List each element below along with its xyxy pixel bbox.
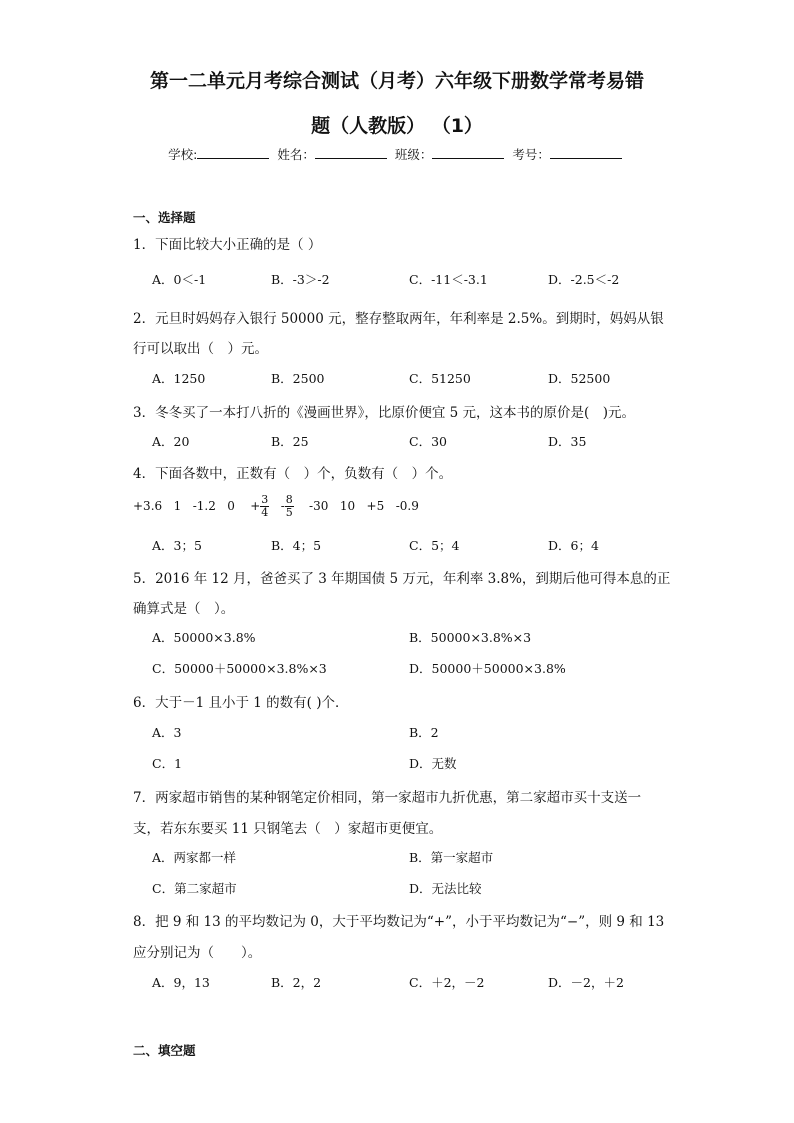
q6-option-d: D．无数 [409,756,457,771]
question-8-stem: 8．把 9 和 13 的平均数记为 0，大于平均数记为“+”，小于平均数记为“−”，则 9 和 13 [133,914,665,930]
series-value: -0.9 [395,499,419,513]
q4-option-a: A．3；5 [152,538,202,553]
series-value: +3.6 [133,499,163,513]
q7-option-a: A．两家都一样 [152,850,237,865]
page-title-line2: 题（人教版） （1） [311,115,483,137]
school-blank [197,146,269,159]
q6-option-a: A．3 [152,725,182,740]
series-value: 1 [173,499,182,513]
q4-option-d: D．6；4 [548,538,599,553]
q7-option-d: D．无法比较 [409,881,482,896]
fraction-numerator: 3 [261,493,269,506]
series-value: +5 [366,499,385,513]
fraction-numerator: 8 [285,493,293,506]
q2-option-b: B．2500 [271,371,325,386]
question-5-stem: 5．2016 年 12 月，爸爸买了 3 年期国债 5 万元，年利率 3.8%，到期后他可得本息的正 [133,571,671,587]
q1-option-c: C．-11＜-3.1 [409,272,488,287]
student-info-line [0,145,794,163]
question-1-stem: 1．下面比较大小正确的是（ ） [133,237,322,253]
q1-option-d: D．-2.5＜-2 [548,272,620,287]
exam-no-blank [550,146,622,159]
q2-option-c: C．51250 [409,371,471,386]
fraction-denominator: 5 [285,506,293,519]
q5-option-d: D．50000＋50000×3.8% [409,661,566,676]
question-6-stem: 6．大于－1 且小于 1 的数有( )个． [133,695,349,711]
fraction-sign: - [280,499,285,513]
q6-option-c: C．1 [152,756,183,771]
question-5-stem-line2: 确算式是（ ）。 [133,601,235,617]
q4-option-c: C．5；4 [409,538,460,553]
q8-option-b: B．2，2 [271,975,322,990]
fraction-denominator: 4 [261,506,269,519]
q4-number-series [133,489,419,523]
fraction-3-4 [260,494,269,519]
question-8-stem-line2: 应分别记为（ ）。 [133,945,262,961]
exam-no-label: 考号： [512,147,550,162]
q8-option-c: C．＋2，－2 [409,975,485,990]
q4-option-b: B．4；5 [271,538,322,553]
question-2-stem: 2．元旦时妈妈存入银行 50000 元，整存整取两年，年利率是 2.5%。到期时，妈妈从银 [133,311,664,327]
question-7-stem-line2: 支，若东东要买 11 只钢笔去（ ）家超市更便宜。 [133,821,443,837]
q7-option-b: B．第一家超市 [409,850,494,865]
question-2-stem-line2: 行可以取出（ ）元。 [133,341,268,357]
question-4-stem: 4．下面各数中，正数有（ ）个，负数有（ ）个。 [133,466,453,482]
q5-option-a: A．50000×3.8% [152,630,256,645]
q8-option-d: D．－2，＋2 [548,975,624,990]
q7-option-c: C．第二家超市 [152,881,237,896]
series-value: -30 [309,499,329,513]
section-title-choice: 一、选择题 [133,210,196,225]
q3-option-d: D．35 [548,434,587,449]
q5-option-c: C．50000＋50000×3.8%×3 [152,661,327,676]
class-blank [432,146,504,159]
q2-option-d: D．52500 [548,371,611,386]
school-label: 学校: [168,147,198,162]
q1-option-b: B．-3＞-2 [271,272,330,287]
fraction-8-5 [285,494,294,519]
class-label: 班级： [394,147,433,162]
q2-option-a: A．1250 [152,371,206,386]
question-3-stem: 3．冬冬买了一本打八折的《漫画世界》，比原价便宜 5 元，这本书的原价是( )元。 [133,405,636,421]
series-value: 0 [227,499,235,513]
q8-option-a: A．9，13 [152,975,210,990]
section-title-fill-in: 二、填空题 [133,1043,196,1058]
name-blank [315,146,387,159]
page-title: 第一二单元月考综合测试（月考）六年级下册数学常考易错 [149,70,644,92]
series-value: 10 [339,499,356,513]
q1-option-a: A．0＜-1 [152,272,207,287]
q5-option-b: B．50000×3.8%×3 [409,630,532,645]
name-label: 姓名： [277,147,315,162]
question-7-stem: 7．两家超市销售的某种钢笔定价相同，第一家超市九折优惠，第二家超市买十支送一 [133,790,642,806]
series-value: -1.2 [192,499,216,513]
fraction-sign: + [250,499,261,513]
q6-option-b: B．2 [409,725,439,740]
q3-option-c: C．30 [409,434,447,449]
q3-option-a: A．20 [152,434,190,449]
q3-option-b: B．25 [271,434,309,449]
